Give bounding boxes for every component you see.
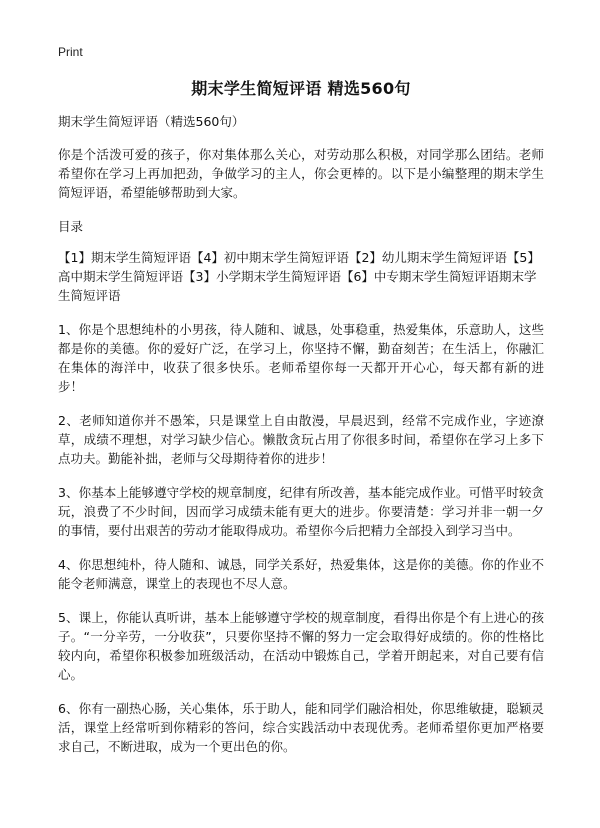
comment-paragraph: 1、你是个思想纯朴的小男孩，待人随和、诚恳，处事稳重，热爱集体，乐意助人，这些都是你的美德。你的爱好广泛，在学习上，你坚持不懈，勤奋刻苦；在生活上，你融汇在集体的海洋中，收获了很多快乐。老师希望你每一天都开开心心，每天都有新的进步！ [58,322,544,394]
toc-link[interactable]: 【5】高中期末学生简短评语 [58,250,540,284]
intro-paragraph: 你是个活泼可爱的孩子，你对集体那么关心，对劳动那么积极，对同学那么团结。老师希望你在学习上再加把劲，争做学习的主人，你会更棒的。以下是小编整理的期末学生简短评语，希望能够帮助到大家。 [58,147,544,200]
document-subtitle: 期末学生简短评语（精选560句） [58,114,245,129]
comment-paragraph: 6、你有一副热心肠，关心集体，乐于助人，能和同学们融洽相处，你思维敏捷，聪颖灵活，课堂上经常听到你精彩的答问，综合实践活动中表现优秀。老师希望你更加严格要求自己，不断进取，成为一个更出色的你。 [58,701,544,754]
toc-heading: 目录 [58,219,84,234]
toc-link[interactable]: 【2】幼儿期末学生简短评语 [348,250,507,265]
toc-link[interactable]: 【6】中专期末学生简短评语期末学生简短评语 [58,269,537,303]
comment-paragraph: 4、你思想纯朴，待人随和、诚恳，同学关系好，热爱集体，这是你的美德。你的作业不能令老师满意，课堂上的表现也不尽人意。 [58,557,544,591]
toc-link[interactable]: 【1】期末学生简短评语 [58,250,191,265]
comment-paragraph: 3、你基本上能够遵守学校的规章制度，纪律有所改善，基本能完成作业。可惜平时较贪玩，浪费了不少时间，因而学习成绩未能有更大的进步。你要清楚：学习并非一朝一夕的事情，要付出艰苦的劳动才能取得成功。希望你今后把精力全部投入到学习当中。 [58,485,544,538]
toc-link[interactable]: 【3】小学期末学生简短评语 [183,269,341,284]
document-title: 期末学生简短评语 精选560句 [191,79,411,98]
table-of-contents [58,248,544,305]
print-label: Print [58,45,83,59]
toc-link[interactable]: 【4】初中期末学生简短评语 [190,250,349,265]
comment-paragraph: 5、课上，你能认真听讲，基本上能够遵守学校的规章制度，看得出你是个有上进心的孩子。“一分辛劳，一分收获”，只要你坚持不懈的努力一定会取得好成绩的。你的性格比较内向，希望你积极参加班级活动，在活动中锻炼自己，学着开朗起来，对自己要有信心。 [58,610,544,682]
comment-paragraph: 2、老师知道你并不愚笨，只是课堂上自由散漫，早晨迟到，经常不完成作业，字迹潦草，成绩不理想，对学习缺少信心。懒散贪玩占用了你很多时间，希望你在学习上多下点功夫。勤能补拙，老师与父母期待着你的进步！ [58,413,544,466]
